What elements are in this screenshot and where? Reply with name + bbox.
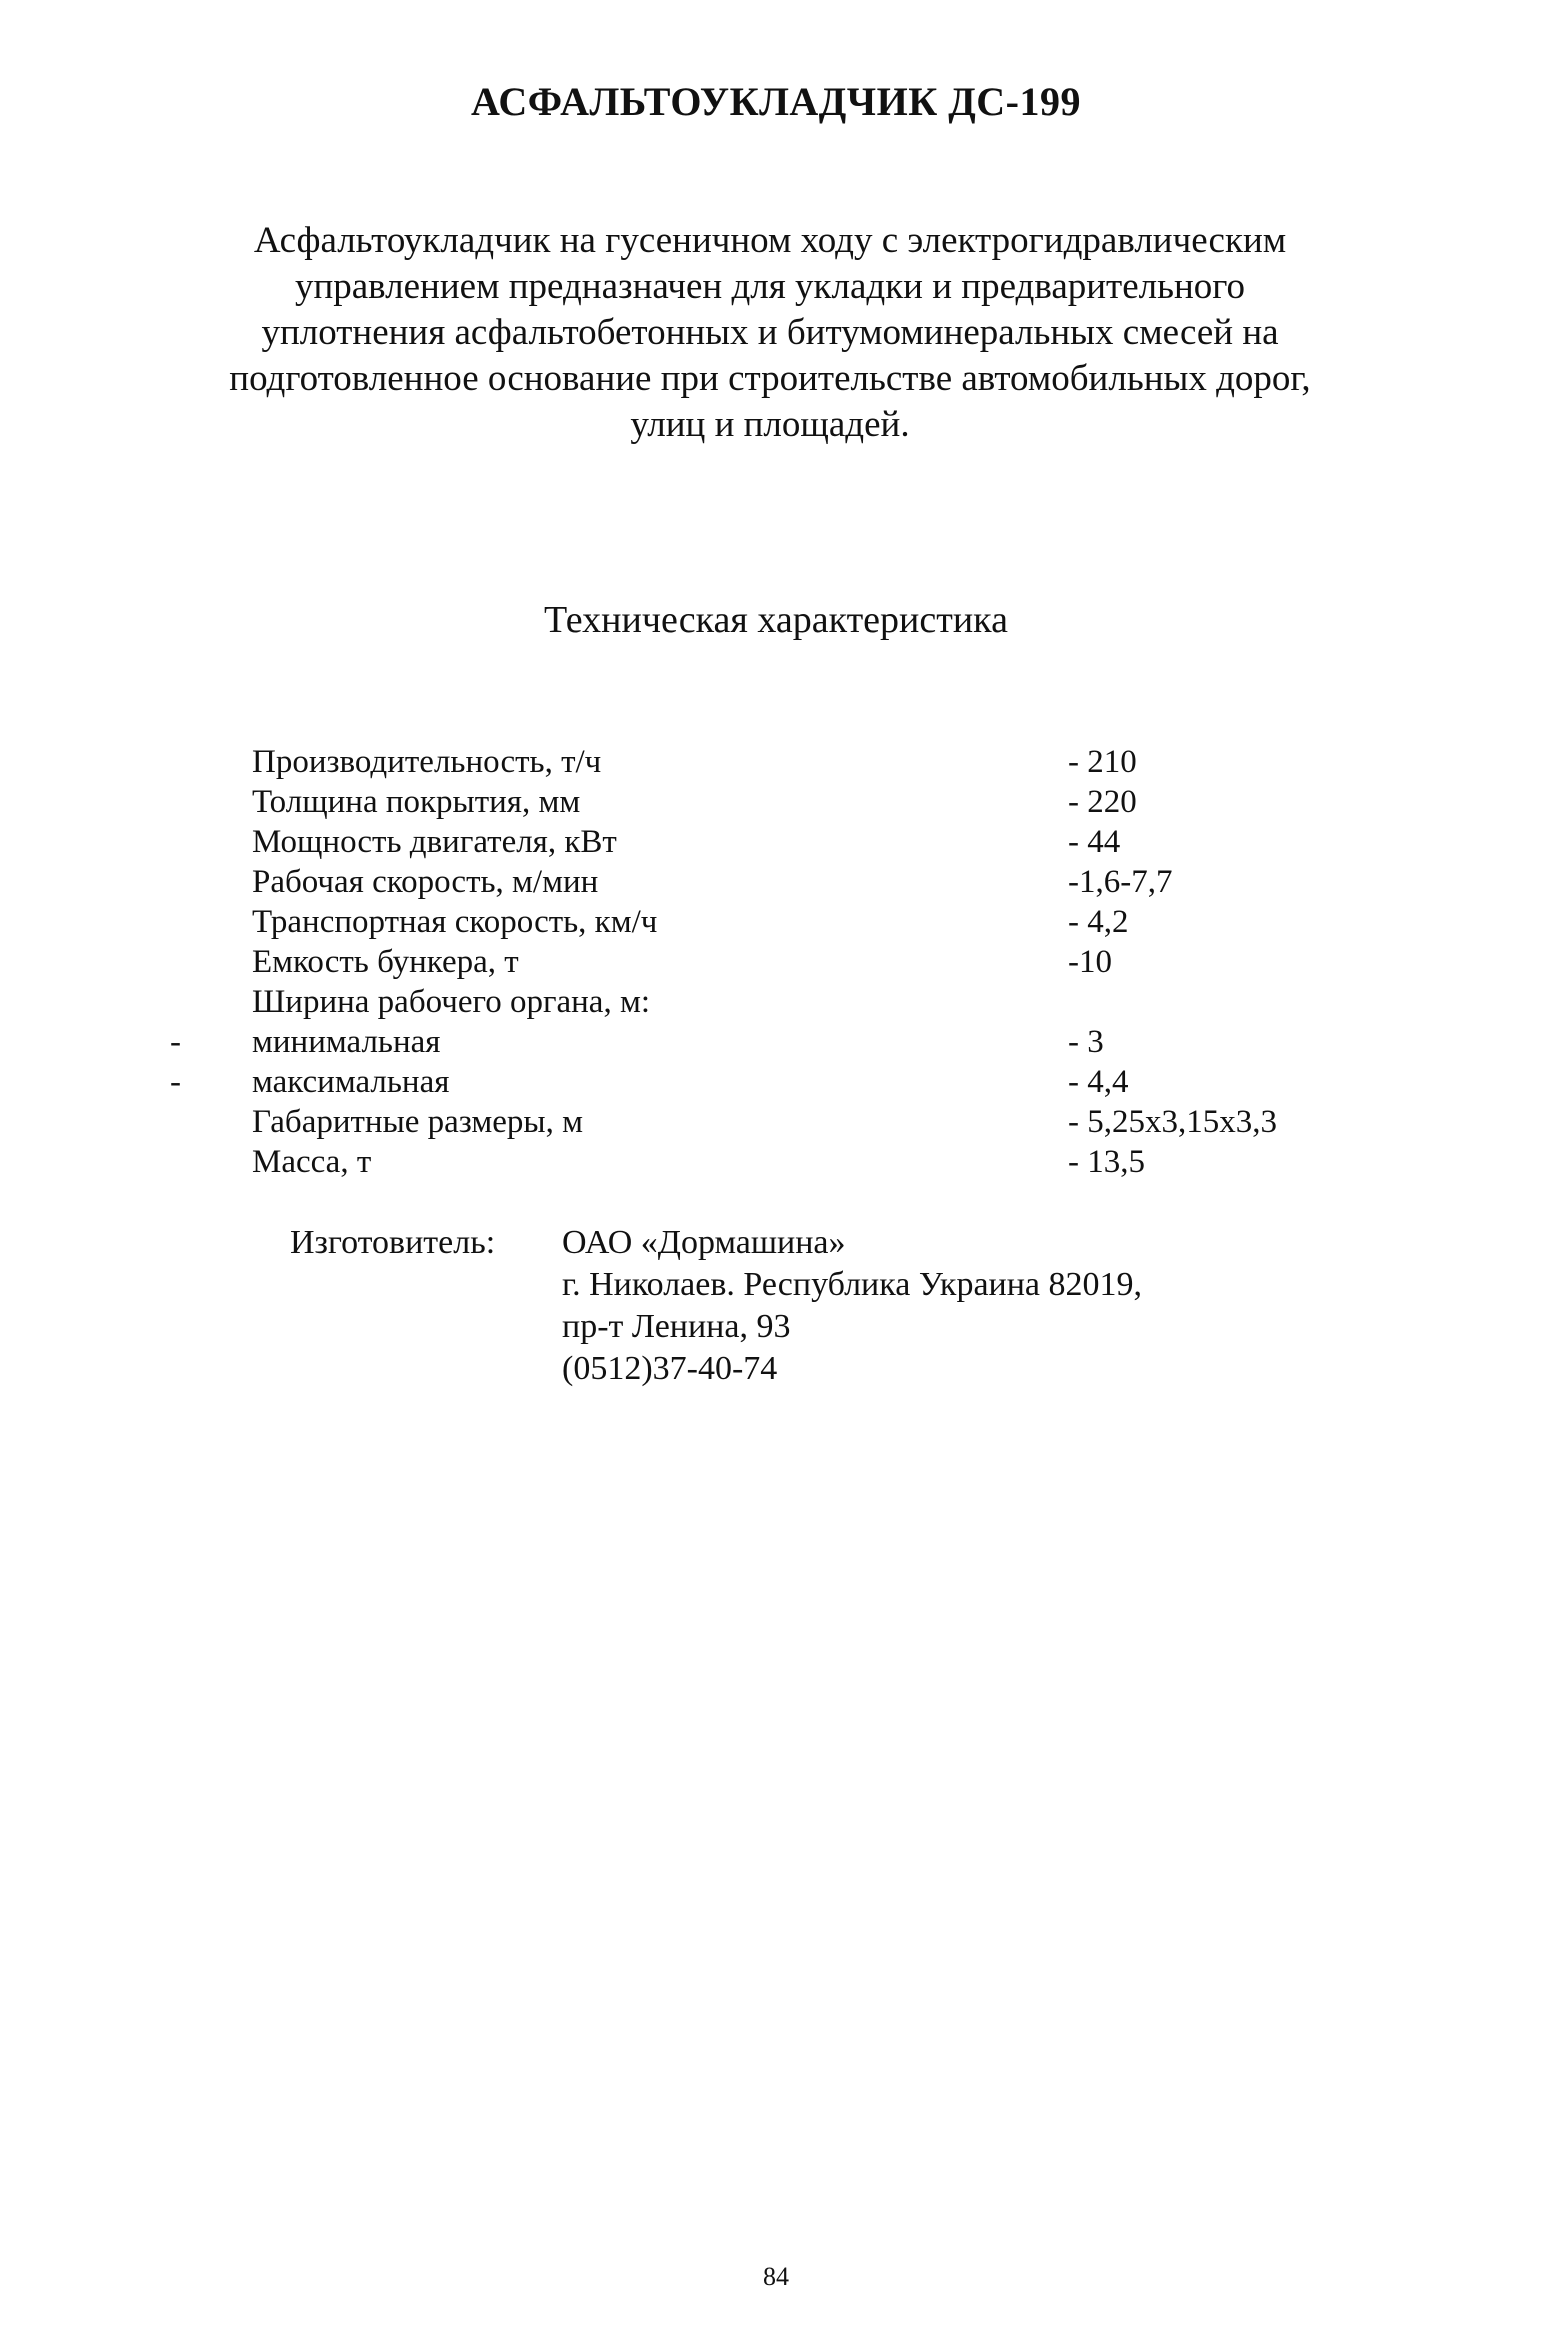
- section-subtitle: Техническая характеристика: [544, 599, 1008, 641]
- spec-label: Масса, т: [252, 1144, 372, 1180]
- spec-value: - 44: [1068, 824, 1121, 860]
- spec-row-width-min: [170, 1022, 1370, 1062]
- spec-row-working-speed: [170, 862, 1370, 902]
- manufacturer-name: ОАО «Дормашина»: [562, 1224, 846, 1261]
- spec-row-engine-power: [170, 822, 1370, 862]
- intro-paragraph: [170, 218, 1370, 448]
- spec-table: [170, 742, 1370, 1182]
- intro-line: улиц и площадей.: [630, 404, 910, 445]
- spec-label: минимальная: [252, 1024, 441, 1060]
- spec-row-thickness: [170, 782, 1370, 822]
- spec-row-width-max: [170, 1062, 1370, 1102]
- spec-label: Мощность двигателя, кВт: [252, 824, 617, 860]
- manufacturer-phone: (0512)37-40-74: [562, 1350, 778, 1387]
- spec-row-mass: [170, 1142, 1370, 1182]
- spec-row-hopper-capacity: [170, 942, 1370, 982]
- spec-label: Рабочая скорость, м/мин: [252, 864, 599, 900]
- spec-row-working-width: [170, 982, 1370, 1022]
- spec-value: -10: [1068, 944, 1112, 980]
- manufacturer-street: пр-т Ленина, 93: [562, 1308, 791, 1345]
- spec-label: Толщина покрытия, мм: [252, 784, 581, 820]
- spec-value: - 4,2: [1068, 904, 1129, 940]
- spec-value: - 210: [1068, 744, 1137, 780]
- spec-row-dimensions: [170, 1102, 1370, 1142]
- manufacturer-details: [562, 1222, 1142, 1390]
- intro-line: уплотнения асфальтобетонных и битумоминеральных смесей на: [261, 312, 1279, 353]
- spec-label: Производительность, т/ч: [252, 744, 602, 780]
- spec-value: - 3: [1068, 1024, 1104, 1060]
- spec-value: - 4,4: [1068, 1064, 1129, 1100]
- spec-label: Транспортная скорость, км/ч: [252, 904, 658, 940]
- intro-line: подготовленное основание при строительстве автомобильных дорог,: [229, 358, 1311, 399]
- spec-value: - 13,5: [1068, 1144, 1145, 1180]
- spec-label: максимальная: [252, 1064, 450, 1100]
- spec-dash: -: [170, 1024, 181, 1060]
- intro-line: управлением предназначен для укладки и предварительного: [294, 266, 1246, 307]
- spec-row-productivity: [170, 742, 1370, 782]
- spec-label: Габаритные размеры, м: [252, 1104, 583, 1140]
- intro-line: Асфальтоукладчик на гусеничном ходу с электрогидравлическим: [253, 220, 1287, 261]
- manufacturer-city: г. Николаев. Республика Украина 82019,: [562, 1266, 1143, 1303]
- spec-value: -1,6-7,7: [1068, 864, 1173, 900]
- page-number: 84: [763, 2262, 789, 2291]
- spec-label: Ширина рабочего органа, м:: [252, 984, 650, 1020]
- spec-value: - 220: [1068, 784, 1137, 820]
- spec-label: Емкость бункера, т: [252, 944, 519, 980]
- document-title: АСФАЛЬТОУКЛАДЧИК ДС-199: [470, 79, 1082, 124]
- spec-row-transport-speed: [170, 902, 1370, 942]
- manufacturer-label: Изготовитель:: [290, 1224, 496, 1261]
- spec-value: - 5,25x3,15x3,3: [1068, 1104, 1277, 1140]
- spec-dash: -: [170, 1064, 181, 1100]
